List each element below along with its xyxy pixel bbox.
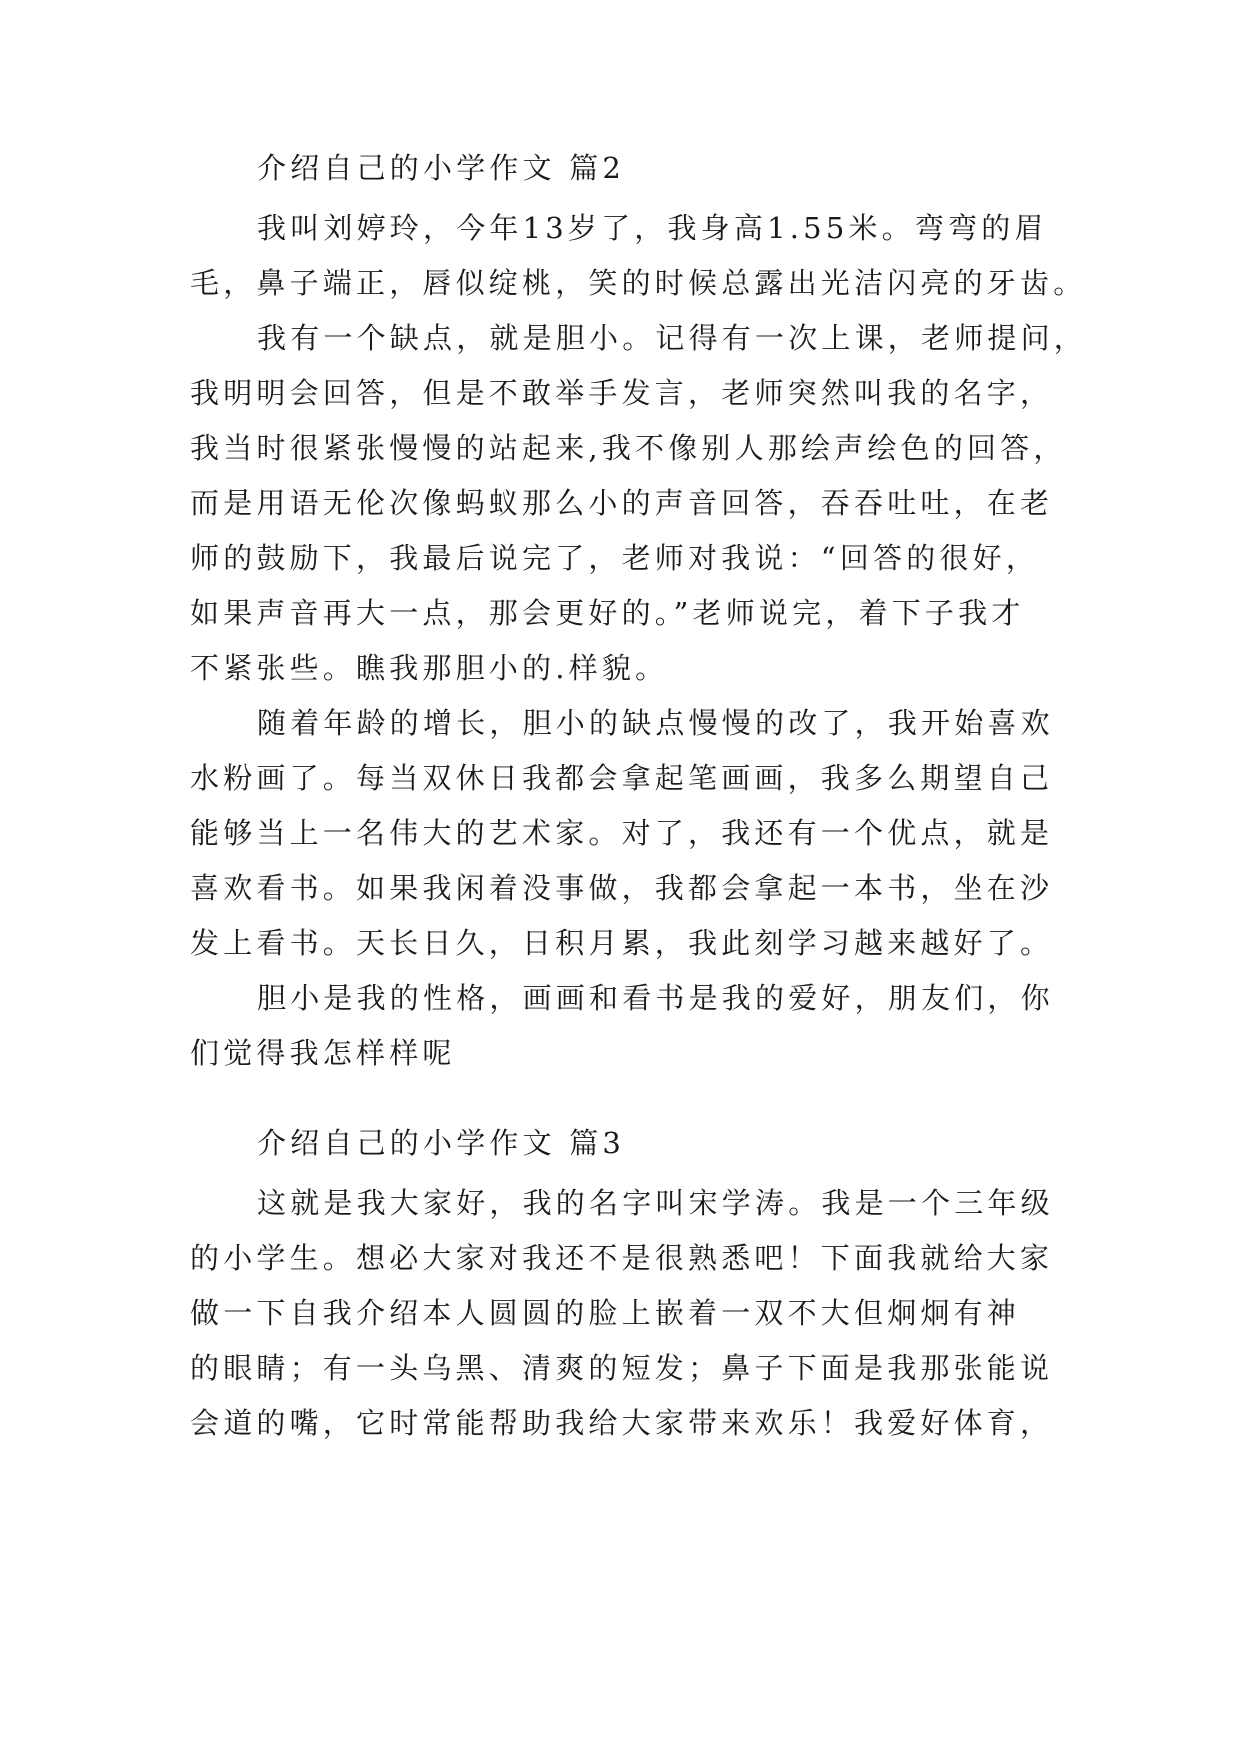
paragraph-line: 胆小是我的性格，画画和看书是我的爱好，朋友们，你: [257, 981, 1054, 1015]
paragraph-line: 如果声音再大一点，那会更好的。”老师说完，着下子我才: [190, 596, 1025, 630]
paragraph-line: 水粉画了。每当双休日我都会拿起笔画画，我多么期望自己: [190, 761, 1054, 795]
paragraph-line: 这就是我大家好，我的名字叫宋学涛。我是一个三年级: [257, 1186, 1054, 1220]
paragraph-line: 而是用语无伦次像蚂蚁那么小的声音回答，吞吞吐吐，在老: [190, 486, 1054, 520]
paragraph-line: 我叫刘婷玲，今年13岁了，我身高1.55米。弯弯的眉: [257, 211, 1048, 245]
paragraph-line: 我有一个缺点，就是胆小。记得有一次上课，老师提问，: [257, 321, 1088, 355]
paragraph-line: 不紧张些。瞧我那胆小的.样貌。: [190, 651, 669, 685]
section-3-heading: 介绍自己的小学作文 篇3: [257, 1126, 626, 1160]
paragraph-line: 喜欢看书。如果我闲着没事做，我都会拿起一本书，坐在沙: [190, 871, 1054, 905]
paragraph-line: 的小学生。想必大家对我还不是很熟悉吧！下面我就给大家: [190, 1241, 1054, 1275]
paragraph-line: 们觉得我怎样样呢: [190, 1036, 456, 1070]
paragraph-line: 我当时很紧张慢慢的站起来,我不像别人那绘声绘色的回答，: [190, 431, 1067, 465]
paragraph-line: 做一下自我介绍本人圆圆的脸上嵌着一双不大但炯炯有神: [190, 1296, 1021, 1330]
paragraph-line: 的眼睛；有一头乌黑、清爽的短发；鼻子下面是我那张能说: [190, 1351, 1054, 1385]
paragraph-line: 会道的嘴，它时常能帮助我给大家带来欢乐！我爱好体育，: [190, 1406, 1054, 1440]
paragraph-line: 我明明会回答，但是不敢举手发言，老师突然叫我的名字，: [190, 376, 1054, 410]
paragraph-line: 随着年龄的增长，胆小的缺点慢慢的改了，我开始喜欢: [257, 706, 1054, 740]
section-2-heading: 介绍自己的小学作文 篇2: [257, 151, 626, 185]
paragraph-line: 发上看书。天长日久，日积月累，我此刻学习越来越好了。: [190, 926, 1054, 960]
paragraph-line: 能够当上一名伟大的艺术家。对了，我还有一个优点，就是: [190, 816, 1054, 850]
paragraph-line: 毛，鼻子端正，唇似绽桃，笑的时候总露出光洁闪亮的牙齿。: [190, 266, 1087, 300]
paragraph-line: 师的鼓励下，我最后说完了，老师对我说：“回答的很好，: [190, 541, 1040, 575]
